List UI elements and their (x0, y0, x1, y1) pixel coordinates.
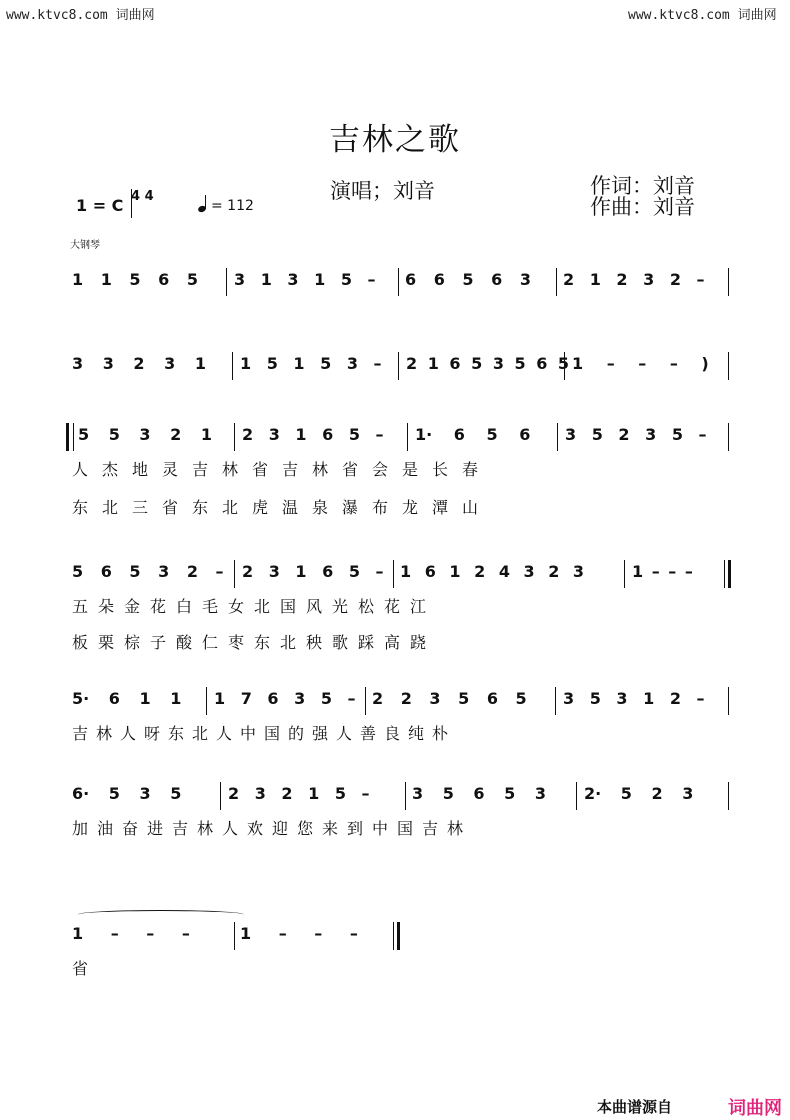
measure: 5 6 5 3 2 – (72, 562, 224, 581)
footer-source: 本曲谱源自 (596, 1098, 672, 1116)
measure: 1 7 6 3 5 – (214, 689, 356, 708)
measure: 5 5 3 2 1 (78, 425, 212, 444)
time-signature (131, 189, 154, 204)
score-line-2 (0, 354, 790, 434)
measure: 6 6 5 6 3 (405, 270, 531, 289)
measure: 3 5 2 3 5 – (565, 425, 707, 444)
measure: 1 – – – (632, 562, 693, 581)
measure: 1 6 1 2 4 3 2 3 (400, 562, 585, 581)
score-line-7 (0, 924, 790, 1004)
score-line-6 (0, 784, 790, 864)
lyrics-verse-1: 加油奋进吉林人欢迎您来到中国吉林 (72, 819, 473, 838)
singer-credit: 演唱；刘音 (330, 179, 435, 203)
watermark-left: www.ktvc8.com 词曲网 (6, 8, 155, 23)
measure: 2· 5 2 3 (584, 784, 694, 803)
score-line-3 (0, 425, 790, 517)
measure: 2 1 6 5 3 5 6 5 (406, 354, 570, 373)
instrument-label: 大钢琴 (70, 240, 100, 251)
measure: 2 2 3 5 6 5 (372, 689, 527, 708)
measure: 1 1 5 6 5 (72, 270, 198, 289)
score-line-4 (0, 562, 790, 652)
lyrics-verse-1: 吉林人呀东北人中国的强人善良纯朴 (72, 724, 457, 743)
measure: 1 – – – ) (572, 354, 709, 373)
measure: 3 3 2 3 1 (72, 354, 206, 373)
lyrics-verse-2: 东北三省东北虎温泉瀑布龙潭山 (72, 498, 493, 517)
measure: 1· 6 5 6 (415, 425, 531, 444)
time-signature-bottom: 4 (144, 189, 154, 204)
footer-logo: 词曲网 (728, 1098, 782, 1119)
measure: 3 1 3 1 5 – (234, 270, 376, 289)
tie-arc (78, 910, 244, 919)
composer-credit: 作曲：刘音 (590, 195, 695, 219)
lyrics-verse-1: 人杰地灵吉林省吉林省会是长春 (72, 460, 493, 479)
measure: 3 5 3 1 2 – (563, 689, 705, 708)
score-line-1 (0, 270, 790, 350)
measure: 1 – – – (240, 924, 358, 943)
measure: 1 – – – (72, 924, 190, 943)
measure: 1 5 1 5 3 – (240, 354, 382, 373)
lyrics-verse-1: 省 (72, 959, 89, 978)
measure: 2 3 2 1 5 – (228, 784, 370, 803)
lyricist-credit: 作词：刘音 (590, 174, 695, 198)
watermark-right: www.ktvc8.com 词曲网 (628, 8, 777, 23)
measure: 2 1 2 3 2 – (563, 270, 705, 289)
measure: 3 5 6 5 3 (412, 784, 546, 803)
song-title: 吉林之歌 (329, 122, 461, 158)
key-signature: 1 = C (76, 196, 124, 215)
quarter-note-icon (198, 196, 208, 212)
score-line-5 (0, 689, 790, 769)
tempo-marking (198, 196, 254, 214)
tempo-value: = 112 (211, 198, 254, 214)
measure: 5· 6 1 1 (72, 689, 182, 708)
lyrics-verse-1: 五朵金花白毛女北国风光松花江 (72, 597, 437, 616)
time-signature-top: 4 (131, 189, 141, 204)
measure: 6· 5 3 5 (72, 784, 182, 803)
measure: 2 3 1 6 5 – (242, 562, 384, 581)
lyrics-verse-2: 板栗棕子酸仁枣东北秧歌踩高跷 (72, 633, 437, 652)
measure: 2 3 1 6 5 – (242, 425, 384, 444)
